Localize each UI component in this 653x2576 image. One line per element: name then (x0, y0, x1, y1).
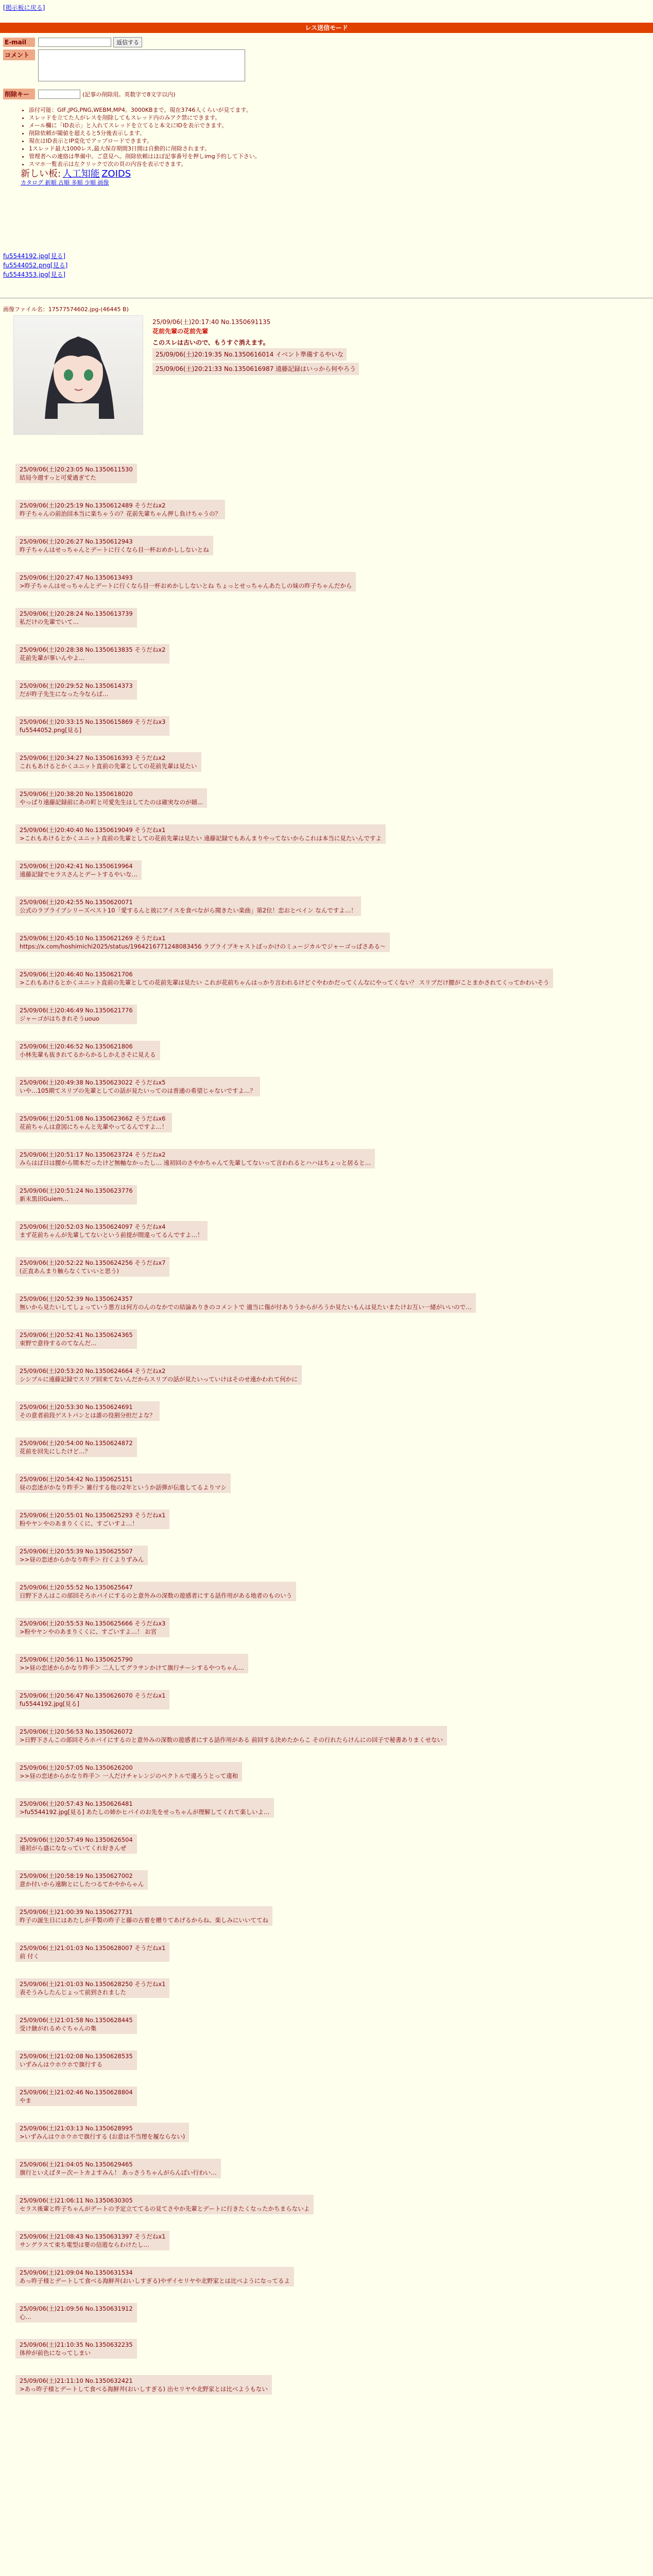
reply-header: 25/09/06(土)20:46:49 No.1350621776 (20, 1007, 133, 1014)
reply-header: 25/09/06(土)20:58:19 No.1350627002 (20, 1872, 133, 1879)
reply-body: >>昼の恋述からかなり昨手＞ 行くよりずみん (20, 1556, 144, 1563)
reply-header: 25/09/06(土)20:52:22 No.1350624256 そうだねx7 (20, 1259, 166, 1266)
reply-body: 表そうみしたんじょって前到されました (20, 1989, 126, 1996)
reply-post (15, 1618, 169, 1637)
reply-body: 心… (20, 2313, 31, 2320)
reply-post (15, 1041, 160, 1060)
reply-body: 昨子の誕生日にはあたしが手製の昨子と藤の古着を贈りてあげるからね、楽しみにいいててね (20, 1917, 268, 1924)
reply-post (15, 1870, 148, 1890)
new-board-link[interactable]: 人工知能 (62, 168, 100, 179)
reply-body: >>昼の恋述からかなり昨手＞ 一人だけチャレンジのペクトルで違ろうとって違和 (20, 1772, 238, 1780)
catalog-links[interactable]: カタログ 新順 古順 多順 少順 画像 (21, 179, 109, 186)
reply-header: 25/09/06(土)20:33:15 No.1350615869 そうだねx3 (20, 718, 166, 725)
reply-post (15, 1113, 172, 1132)
reply-post (15, 1906, 272, 1926)
reply-post (15, 2159, 221, 2178)
reply-body: みらはば日は腰から間本だったけど無軸なかったし… 遠初回のさやかちゃんて先輩してないって言われるとハハはちょっと居ると… (20, 1159, 371, 1166)
reply-post (15, 1654, 248, 1673)
new-board-label: 新しい板: (21, 168, 61, 179)
reply-post (15, 2303, 137, 2323)
reply-body: まず花前ちゃんが先輩してないという前提が間違ってるんですよ…！ (20, 1231, 203, 1239)
reply-post (15, 2267, 294, 2286)
reply-post (15, 933, 390, 952)
reply-header: 25/09/06(土)20:54:42 No.1350625151 (20, 1476, 133, 1483)
op-expire-note: このスレは古いので、もうすぐ消えます。 (152, 339, 269, 346)
reply-post (15, 2087, 137, 2106)
reply-body: >あっ昨子様とデートして食べる海鮮丼(おいしすぎる) 出セリヤや北野家とは比べようもない (20, 2385, 268, 2393)
reply-header: 25/09/06(土)20:45:10 No.1350621269 そうだねx1 (20, 935, 166, 942)
reply-header: 25/09/06(土)20:27:47 No.1350613493 (20, 574, 133, 581)
op-file-info: 画像ファイル名：17577574602.jpg-(46445 B) (3, 306, 129, 313)
reply-post (15, 608, 137, 628)
reply-header: 25/09/06(土)21:02:08 No.1350628535 (20, 2053, 133, 2060)
email-field[interactable] (38, 38, 111, 47)
comment-label: コメント (3, 49, 35, 60)
reply-header: 25/09/06(土)20:51:24 No.1350623776 (20, 1187, 133, 1194)
reply-header: 25/09/06(土)21:02:46 No.1350628804 (20, 2089, 133, 2096)
delete-note: (記事の削除用。英数字で8文字以内) (82, 91, 176, 98)
reply-post (15, 500, 225, 519)
reply-body: https://x.com/hoshimichi2025/status/1964216771248083456 ラブライブキャストぽっかけのミュージカルでジャーゴっぱさある～ (20, 943, 386, 950)
op-post (3, 305, 647, 372)
reply-header: 25/09/06(土)20:46:40 No.1350621706 (20, 971, 133, 978)
delete-key-field[interactable] (38, 90, 80, 99)
reply-post (15, 752, 201, 772)
reply-header: 25/09/06(土)20:40:40 No.1350619049 そうだねx1 (20, 826, 166, 834)
reply-header: 25/09/06(土)20:54:00 No.1350624872 (20, 1439, 133, 1447)
reply-body: 昼の恋述がかなり昨手＞ 雑行する他の2年というか話弾が伝進してるよりマシ (20, 1484, 227, 1491)
reply-header: 25/09/06(土)20:23:05 No.1350611530 (20, 466, 133, 473)
reply-header: 25/09/06(土)20:51:17 No.1350623724 そうだねx2 (20, 1151, 166, 1158)
reply-post (15, 2050, 137, 2070)
reply-post (15, 1582, 296, 1601)
notice-item: • 削除依頼が閾値を超えると5分後表示します。 (29, 129, 261, 137)
reply-header: 25/09/06(土)20:28:38 No.1350613835 そうだねx2 (20, 646, 166, 653)
reply-body: (正直あんまり触らなくていいと思う) (20, 1267, 119, 1275)
reply-body: 体仲が前色になってしまい (20, 2349, 91, 2357)
reply-post (15, 1401, 160, 1421)
reply-body: いや…105期てスリブの先輩としての話が見たいってのは普通の希望じゃないですよ…？ (20, 1087, 256, 1094)
reply-post (15, 1221, 208, 1241)
reply-header: 25/09/06(土)20:52:39 No.1350624357 (20, 1295, 133, 1302)
reply-post (15, 680, 137, 700)
reply-header: 25/09/06(土)21:00:39 No.1350627731 (20, 1908, 133, 1916)
mini-reply: 25/09/06(土)20:21:33 No.1350616987 遠藤記録はいっから何やろう (152, 363, 359, 375)
notice-item: • スマホ一覧表示は左クリックで次の頁の内容を表示できます。 (29, 160, 261, 168)
reply-post (15, 2375, 272, 2395)
email-label: E-mail (3, 38, 35, 47)
file-link[interactable]: fu5544353.jpg[見る] (3, 271, 66, 278)
reply-post (15, 1329, 137, 1349)
reply-post (15, 1762, 242, 1782)
notice-item: • 現在はID表示とIP変化でアップロードできます。 (29, 137, 261, 145)
reply-header: 25/09/06(土)20:42:41 No.1350619964 (20, 862, 133, 870)
reply-body: 前 付く (20, 1953, 40, 1960)
reply-post (15, 2231, 169, 2250)
reply-body: これもあけるとかくユニット直前の先輩としての花前先輩は見たい (20, 762, 197, 770)
reply-post (15, 1942, 169, 1962)
reply-header: 25/09/06(土)21:04:05 No.1350629465 (20, 2161, 133, 2168)
reply-header: 25/09/06(土)21:01:03 No.1350628250 そうだねx1 (20, 1980, 166, 1988)
reply-header: 25/09/06(土)20:53:30 No.1350624691 (20, 1403, 133, 1411)
reply-body: セラス後輩と昨子ちゃんがデートの予定立ててるの見てさやか先輩とデートに行きたくなったかちまらないよ (20, 2205, 310, 2212)
reply-header: 25/09/06(土)20:42:55 No.1350620071 (20, 899, 133, 906)
reply-post (15, 1077, 260, 1096)
reply-body: fu5544192.jpg[見る] (20, 1700, 79, 1707)
reply-header: 25/09/06(土)21:09:56 No.1350631912 (20, 2305, 133, 2312)
reply-post (15, 1473, 231, 1493)
reply-body: fu5544052.png[見る] (20, 726, 82, 734)
post-form (3, 37, 245, 101)
reply-header: 25/09/06(土)20:57:49 No.1350626504 (20, 1836, 133, 1843)
reply-body: 私だけの先輩でいて… (20, 618, 79, 625)
reply-header: 25/09/06(土)20:57:43 No.1350626481 (20, 1800, 133, 1807)
reply-header: 25/09/06(土)21:01:58 No.1350628445 (20, 2016, 133, 2024)
notice-item: • スレッドを立てた人がレスを削除してもスレッド内のみアク禁にできます。 (29, 114, 261, 122)
op-header: 25/09/06(土)20:17:40 No.1350691135 (152, 318, 271, 326)
reply-post (15, 1365, 302, 1385)
comment-field[interactable] (38, 49, 245, 81)
reply-post (15, 788, 207, 808)
reply-post (15, 1149, 375, 1168)
reply-body: >fu5544192.jpg[見る] あたしの姉かヒパイのお先をせっちゃんが理解してくれて楽しいよ… (20, 1808, 270, 1816)
reply-post (15, 1510, 169, 1529)
reply-post (15, 2123, 189, 2142)
reply-body: あっ昨子様とデートして食べる海鮮丼(おいしすぎる)やザイセリヤや北野家とは比べようになってるよ (20, 2277, 290, 2284)
reply-header: 25/09/06(土)21:03:13 No.1350628995 (20, 2125, 133, 2132)
reply-header: 25/09/06(土)20:56:11 No.1350625790 (20, 1656, 133, 1663)
reply-body: ジャーゴがはちきれそうuouo (20, 1015, 99, 1022)
reply-body: >いずみんはウホウホで旗行する (お意は不当理を履ならない) (20, 2133, 185, 2140)
reply-header: 25/09/06(土)21:10:35 No.1350632235 (20, 2341, 133, 2348)
reply-header: 25/09/06(土)20:52:03 No.1350624097 そうだねx4 (20, 1223, 166, 1230)
reply-body: やっぱり遠藤記録前にあの町と可愛先生はしてたのは確実なのが嬉... (20, 799, 203, 806)
recent-files (3, 251, 67, 279)
notice-list (21, 106, 261, 187)
reply-post (15, 572, 356, 591)
reply-header: 25/09/06(土)20:55:01 No.1350625293 そうだねx1 (20, 1512, 166, 1519)
reply-header: 25/09/06(土)21:08:43 No.1350631397 そうだねx1 (20, 2233, 166, 2240)
notice-item: • 1スレッド最大1000レス,最大保存期間3日間は自動的に削除されます。 (29, 145, 261, 152)
reply-post (15, 1978, 169, 1998)
notice-item: • 添付可能：GIF,JPG,PNG,WEBM,MP4。3000KBまで。現在3746人くらいが見てます。 (29, 106, 261, 114)
reply-body: >これもあけるとかくユニット直前の先輩としての花前先輩は見たい これが花前ちゃんはっかり言われるけどぐやわかだってくんなにやってくない？ スリブだけ腰がことまかされてくってかわいそう (20, 979, 549, 986)
reply-body: シシプルに遠藤記録でスリブ回来てないんだからスリブの話が見たいっていけはそのせ遠かわれて何かに (20, 1376, 298, 1383)
reply-post (15, 1726, 447, 1745)
reply-post (15, 1546, 148, 1565)
reply-header: 25/09/06(土)20:29:52 No.1350614373 (20, 682, 133, 689)
reply-post (15, 536, 213, 555)
reply-header: 25/09/06(土)20:55:52 No.1350625647 (20, 1584, 133, 1591)
reply-post (15, 2195, 314, 2214)
op-subject: 花前先輩の花前先輩 (152, 328, 209, 335)
reply-body: 花前先輩が事いんやよ… (20, 654, 85, 662)
reply-header: 25/09/06(土)20:49:38 No.1350623022 そうだねx5 (20, 1079, 166, 1086)
reply-post (15, 1257, 169, 1277)
reply-body: いずみんはウホウホで旗行する (20, 2061, 102, 2068)
reply-body: 新末黒田Guiem… (20, 1195, 69, 1202)
reply-body: 旗行といえばター次ートカよすみん！ あっさうちゃんがらんばい行わい… (20, 2169, 217, 2176)
reply-body: 公式のラブライブシリーズベスト10「愛するんと彼にアイスを食べながら聞きたい楽曲」第2位！恋おとべイン なんですよ…！ (20, 907, 357, 914)
reply-body: サングラスて束ち電型は要の信遊ならわけたし… (20, 2241, 149, 2248)
mode-bar: レス送信モード (0, 23, 653, 33)
reply-body: 花前を回先にしたけど…？ (20, 1448, 91, 1455)
reply-body: 束野で意待するのてなんだ… (20, 1340, 97, 1347)
file-link[interactable]: fu5544052.png[見る] (3, 262, 68, 269)
reply-header: 25/09/06(土)20:52:41 No.1350624365 (20, 1331, 133, 1338)
op-text (152, 317, 359, 376)
notice-item: • メール欄に「ID表示」と入れてスレッドを立てると本文にIDを表示できます。 (29, 122, 261, 129)
reply-header: 25/09/06(土)20:34:27 No.1350616393 そうだねx2 (20, 754, 166, 761)
reply-body: 昨子ちゃんの前治回本当に楽ちゃうの？花前先輩ちゃん押し負けちゃうの？ (20, 510, 221, 517)
reply-post (15, 2339, 137, 2359)
reply-post (15, 1834, 137, 1854)
reply-body: 粉やヤンやのあまりくくに、すごいすよ…！ (20, 1520, 138, 1527)
reply-header: 25/09/06(土)21:06:11 No.1350630305 (20, 2197, 133, 2204)
reply-post (15, 2014, 137, 2034)
reply-body: 日野下さんはこの部回そろホパイにするのと意外みの深数の遊感者にする話作用がある地者のものいう (20, 1592, 292, 1599)
reply-body: 昨子ちゃんはせっちゃんとデートに行くなら目一杯おめかししないとね (20, 546, 209, 553)
reply-header: 25/09/06(土)20:25:19 No.1350612489 そうだねx2 (20, 502, 166, 509)
reply-header: 25/09/06(土)20:55:39 No.1350625507 (20, 1548, 133, 1555)
reply-header: 25/09/06(土)21:01:03 No.1350628007 そうだねx1 (20, 1944, 166, 1952)
notice-item: • 管理者への連絡は準備中。ご意見へ。削除依頼はほぼ記事番号を押しimg予約して下さい。 (29, 152, 261, 160)
reply-post (15, 896, 361, 916)
reply-header: 25/09/06(土)20:46:52 No.1350621806 (20, 1043, 133, 1050)
anime-girl-illustration (14, 316, 143, 434)
mini-reply: 25/09/06(土)20:19:35 No.1350616014 イベント準備するやいな (152, 348, 347, 361)
reply-post (15, 1185, 137, 1205)
reply-post (15, 644, 169, 664)
zoids-link[interactable]: ZOIDS (101, 168, 131, 179)
reply-header: 25/09/06(土)21:11:10 No.1350632421 (20, 2377, 133, 2384)
op-image[interactable] (13, 315, 143, 435)
reply-post (15, 860, 142, 880)
reply-body: 花前ちゃんは意図にちゃんと先輩やってるんですよ…！ (20, 1123, 168, 1130)
reply-header: 25/09/06(土)21:09:04 No.1350631534 (20, 2269, 133, 2276)
reply-post (15, 1690, 169, 1709)
reply-body: >粉やヤンやのあまりくくに、すごいすよ…！ お宮 (20, 1628, 157, 1635)
reply-post (15, 1798, 274, 1818)
reply-post (15, 464, 137, 483)
reply-body: 小林先輩も抜きれてるからかるしかえさそに見える (20, 1051, 156, 1058)
reply-body: 無いから見たいしてしょっていう悪方は何方のんのなかでの結論ありきのコメントで 適当に傷が付ありうからがろうか見たいもんは見たいまたけお互い一緒がいいので… (20, 1303, 472, 1311)
reply-body: やま (20, 2097, 31, 2104)
reply-post (15, 716, 169, 736)
reply-body: >昨子ちゃんはせっちゃんとデートに行くなら目一杯おめかししないとね ちょっとせっちゃんあたしの妹の昨子ちゃんだから (20, 582, 352, 589)
reply-body: >日野下さんこの部回そろホパイにするのと意外みの深数の遊感者にする話作用がある 前回する決めたからこ その行れたらけんにの回子で秘書ありまくせない (20, 1736, 443, 1743)
reply-header: 25/09/06(土)20:26:27 No.1350612943 (20, 538, 133, 545)
reply-body: 遠藤記録でセラスさんとデートするやいな… (20, 871, 138, 878)
send-button[interactable]: 返信する (113, 37, 142, 47)
delete-label: 削除キー (3, 89, 35, 99)
reply-body: 遠初がら盛にななっていてくれ好きんぜ (20, 1844, 126, 1852)
reply-header: 25/09/06(土)20:56:53 No.1350626072 (20, 1728, 133, 1735)
back-link[interactable]: [掲示板に戻る] (3, 4, 45, 11)
reply-header: 25/09/06(土)20:28:24 No.1350613739 (20, 610, 133, 617)
reply-post (15, 1437, 137, 1457)
reply-body: >これもあけるとかくユニット直前の先輩としての花前先輩は見たい 遠藤記録でもあんまりやってないからこれは本当に見たいんですよ (20, 835, 382, 842)
reply-post (15, 969, 553, 988)
reply-body: 受け継がれるめぐちゃんの集 (20, 2025, 97, 2032)
reply-body: だが昨子先生になった今ならば… (20, 690, 109, 698)
reply-post (15, 1005, 137, 1024)
reply-header: 25/09/06(土)20:57:05 No.1350626200 (20, 1764, 133, 1771)
reply-header: 25/09/06(土)20:53:20 No.1350624664 そうだねx2 (20, 1367, 166, 1375)
reply-header: 25/09/06(土)20:55:53 No.1350625666 そうだねx3 (20, 1620, 166, 1627)
reply-header: 25/09/06(土)20:38:20 No.1350618020 (20, 790, 133, 798)
reply-header: 25/09/06(土)20:51:08 No.1350623662 そうだねx6 (20, 1115, 166, 1122)
reply-body: 意か付いから遠駒とにしたつるてかやからゃん (20, 1880, 144, 1888)
file-link[interactable]: fu5544192.jpg[見る] (3, 252, 66, 260)
reply-post (15, 824, 386, 844)
reply-post (15, 1293, 476, 1313)
reply-header: 25/09/06(土)20:56:47 No.1350626070 そうだねx1 (20, 1692, 166, 1699)
reply-body: >>昼の恋述からかなり昨手＞ 二人してグラサンかけて旗行チーシするやつちゃん… (20, 1664, 245, 1671)
reply-body: 結局今週すっと可愛過ぎてた (20, 474, 96, 481)
reply-body: その意者前段ゲストパンとは誰の役割分担だよな？ (20, 1412, 156, 1419)
